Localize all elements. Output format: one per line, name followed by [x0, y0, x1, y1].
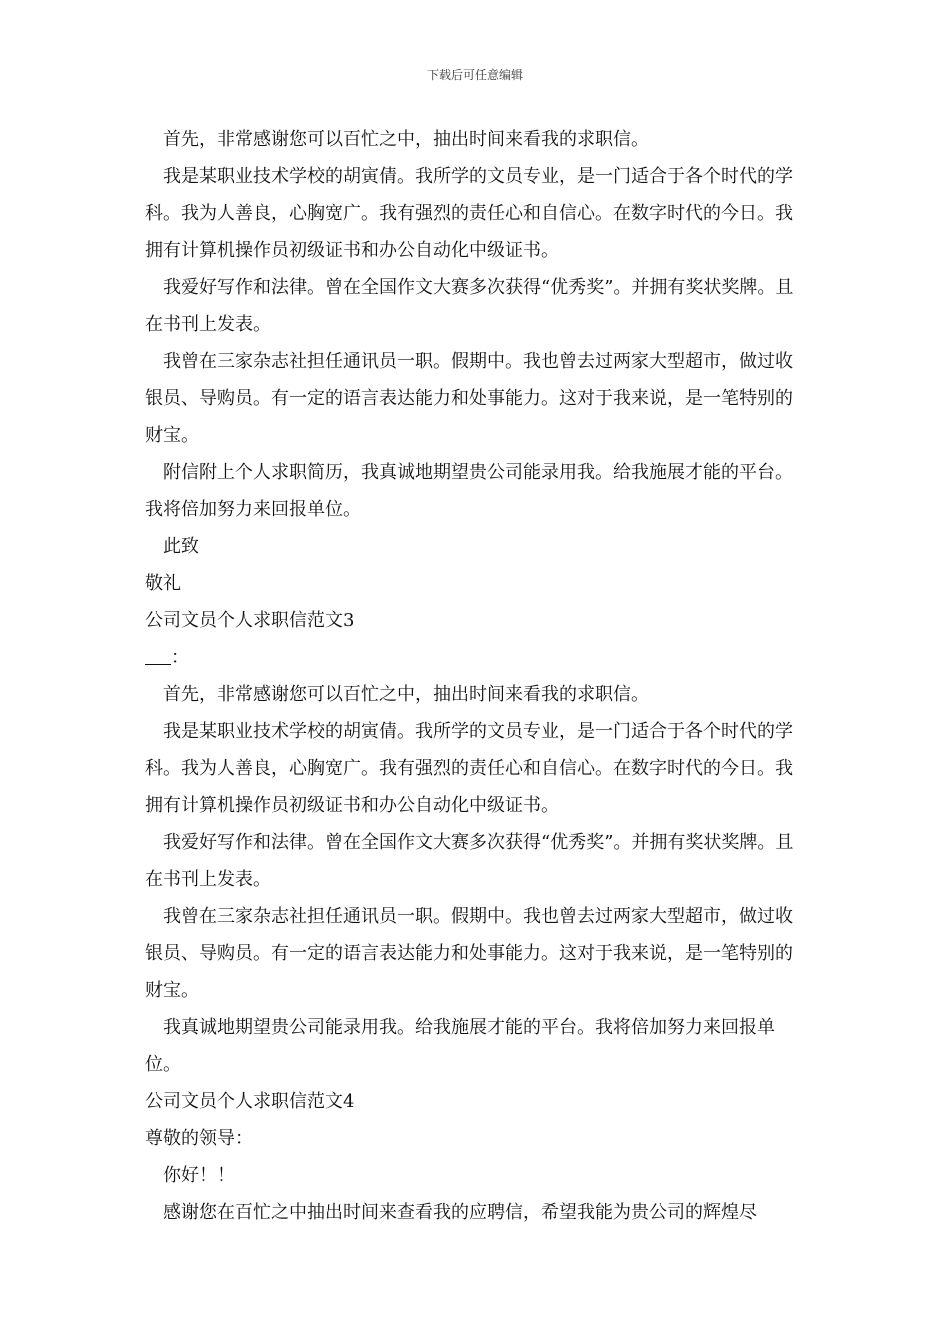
paragraph: 我是某职业技术学校的胡寅倩。我所学的文员专业，是一门适合于各个时代的学科。我为人善良，心胸宽广。我有强烈的责任心和自信心。在数字时代的今日。我拥有计算机操作员初级证书和办公自动化中级证书。 [145, 166, 793, 261]
document-body [145, 121, 807, 1231]
paragraph: 我曾在三家杂志社担任通讯员一职。假期中。我也曾去过两家大型超市，做过收银员、导购员。有一定的语言表达能力和处事能力。这对于我来说，是一笔特别的财宝。 [145, 351, 793, 446]
closing-line: 此致 [163, 536, 199, 557]
paragraph: 附信附上个人求职简历，我真诚地期望贵公司能录用我。给我施展才能的平台。我将倍加努力来回报单位。 [145, 462, 793, 520]
greeting: 你好！！ [163, 1165, 235, 1186]
paragraph: 首先，非常感谢您可以百忙之中，抽出时间来看我的求职信。 [163, 684, 649, 705]
paragraph: 我爱好写作和法律。曾在全国作文大赛多次获得“优秀奖”。并拥有奖状奖牌。且在书刊上发表。 [145, 277, 794, 335]
section-title: 公司文员个人求职信范文3 [145, 610, 355, 631]
salutation-suffix: ： [171, 647, 189, 668]
blank-underline [145, 646, 171, 665]
paragraph: 我是某职业技术学校的胡寅倩。我所学的文员专业，是一门适合于各个时代的学科。我为人善良，心胸宽广。我有强烈的责任心和自信心。在数字时代的今日。我拥有计算机操作员初级证书和办公自动化中级证书。 [145, 721, 793, 816]
regards-line: 敬礼 [145, 573, 181, 594]
paragraph: 我真诚地期望贵公司能录用我。给我施展才能的平台。我将倍加努力来回报单位。 [145, 1017, 775, 1075]
paragraph: 感谢您在百忙之中抽出时间来查看我的应聘信，希望我能为贵公司的辉煌尽 [163, 1202, 757, 1223]
paragraph: 我曾在三家杂志社担任通讯员一职。假期中。我也曾去过两家大型超市，做过收银员、导购员。有一定的语言表达能力和处事能力。这对于我来说，是一笔特别的财宝。 [145, 906, 793, 1001]
paragraph: 首先，非常感谢您可以百忙之中，抽出时间来看我的求职信。 [163, 129, 649, 150]
paragraph: 我爱好写作和法律。曾在全国作文大赛多次获得“优秀奖”。并拥有奖状奖牌。且在书刊上发表。 [145, 832, 794, 890]
section-title: 公司文员个人求职信范文4 [145, 1091, 355, 1112]
salutation: 尊敬的领导： [145, 1128, 253, 1149]
page-header: 下载后可任意编辑 [426, 68, 523, 82]
salutation [145, 639, 807, 676]
